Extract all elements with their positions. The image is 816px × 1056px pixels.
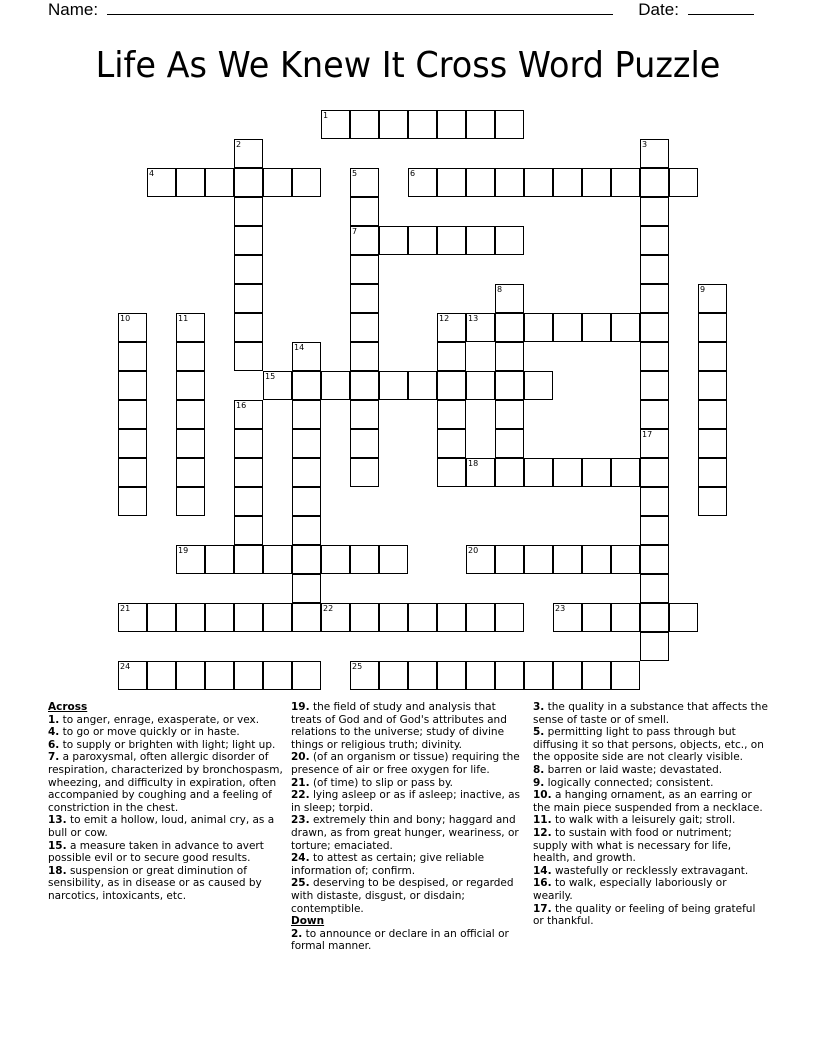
down-clue-list-continued <box>533 701 769 928</box>
grid-cell[interactable] <box>553 603 582 632</box>
clue-number: 16 <box>236 401 247 410</box>
clue-item <box>533 777 769 790</box>
grid-cell[interactable] <box>292 458 321 487</box>
grid-cell[interactable] <box>698 284 727 313</box>
clue-text: to go or move quickly or in haste. <box>59 726 240 739</box>
grid-cell[interactable] <box>437 342 466 371</box>
grid-cell[interactable] <box>234 226 263 255</box>
grid-cell[interactable] <box>698 313 727 342</box>
clue-item <box>291 701 527 751</box>
clue-item <box>48 726 284 739</box>
grid-cell[interactable] <box>553 545 582 574</box>
grid-cell[interactable] <box>611 603 640 632</box>
grid-cell[interactable] <box>176 168 205 197</box>
grid-cell[interactable] <box>292 516 321 545</box>
date-label: Date: <box>638 0 679 19</box>
grid-cell[interactable] <box>118 371 147 400</box>
clue-number: 20 <box>468 546 479 555</box>
clue-number: 1 <box>323 111 329 120</box>
grid-cell[interactable] <box>234 400 263 429</box>
grid-cell[interactable] <box>292 371 321 400</box>
clue-number: 10 <box>120 314 131 323</box>
clue-text: to sustain with food or nutriment; supply with what is necessary for life, health, and growth. <box>533 826 732 865</box>
clue-number-label: 15. <box>48 839 67 852</box>
grid-cell[interactable] <box>234 342 263 371</box>
grid-cell[interactable] <box>350 371 379 400</box>
grid-cell[interactable] <box>495 661 524 690</box>
clue-text: extremely thin and bony; haggard and drawn, as from great hunger, weariness, or torture; emaciated. <box>291 814 519 852</box>
grid-cell[interactable] <box>118 429 147 458</box>
grid-cell[interactable] <box>466 371 495 400</box>
clue-number: 15 <box>265 372 276 381</box>
grid-cell[interactable] <box>350 458 379 487</box>
grid-cell[interactable] <box>640 197 669 226</box>
grid-cell[interactable] <box>495 603 524 632</box>
grid-cell[interactable] <box>495 400 524 429</box>
grid-cell[interactable] <box>466 603 495 632</box>
grid-cell[interactable] <box>640 313 669 342</box>
clue-text: to walk with a leisurely gait; stroll. <box>551 814 736 827</box>
grid-cell[interactable] <box>292 400 321 429</box>
clue-text: to walk, especially laboriously or wearily. <box>533 877 727 902</box>
clue-text: the quality in a substance that affects the sense of taste or of smell. <box>533 701 768 726</box>
grid-cell[interactable] <box>234 661 263 690</box>
grid-cell[interactable] <box>524 661 553 690</box>
clue-text: wastefully or recklessly extravagant. <box>551 864 749 877</box>
grid-cell[interactable] <box>466 313 495 342</box>
grid-cell[interactable] <box>640 139 669 168</box>
grid-cell[interactable] <box>147 661 176 690</box>
clue-number-label: 17. <box>533 902 552 915</box>
grid-cell[interactable] <box>553 661 582 690</box>
clue-text: to emit a hollow, loud, animal cry, as a bull or cow. <box>48 814 275 839</box>
grid-cell[interactable] <box>698 400 727 429</box>
grid-cell[interactable] <box>437 429 466 458</box>
grid-cell[interactable] <box>698 371 727 400</box>
clue-item <box>48 714 284 727</box>
grid-cell[interactable] <box>147 168 176 197</box>
grid-cell[interactable] <box>350 429 379 458</box>
grid-cell[interactable] <box>553 168 582 197</box>
clue-text: a hanging ornament, as an earring or the main piece suspended from a necklace. <box>533 789 763 814</box>
clue-item <box>291 751 527 776</box>
clue-text: barren or laid waste; devastated. <box>544 763 723 776</box>
grid-cell[interactable] <box>437 458 466 487</box>
grid-cell[interactable] <box>437 371 466 400</box>
grid-cell[interactable] <box>553 458 582 487</box>
grid-cell[interactable] <box>669 603 698 632</box>
clue-text: permitting light to pass through but diffusing it so that persons, objects, etc., on the opposite side are not clearly visible. <box>533 726 764 764</box>
grid-cell[interactable] <box>611 545 640 574</box>
grid-cell[interactable] <box>524 371 553 400</box>
grid-cell[interactable] <box>524 313 553 342</box>
grid-cell[interactable] <box>379 661 408 690</box>
clue-item <box>533 764 769 777</box>
clue-number-label: 12. <box>533 826 552 839</box>
clue-number: 5 <box>352 169 358 178</box>
grid-cell[interactable] <box>147 603 176 632</box>
grid-cell[interactable] <box>205 661 234 690</box>
clue-number-label: 1. <box>48 713 60 726</box>
clue-number: 25 <box>352 662 363 671</box>
grid-cell[interactable] <box>495 429 524 458</box>
clue-item <box>291 877 527 915</box>
clue-text: the field of study and analysis that treats of God and of God's attributes and relations to the universe; study of divine things or religious truth; divinity. <box>291 701 507 751</box>
clue-text: logically connected; consistent. <box>544 776 714 789</box>
grid-cell[interactable] <box>118 400 147 429</box>
grid-cell[interactable] <box>263 661 292 690</box>
grid-cell[interactable] <box>176 400 205 429</box>
clue-text: a paroxysmal, often allergic disorder of respiration, characterized by bronchospasm, wheezing, and difficulty in expiration, often accompanied by coughing and a feeling of constriction in the chest. <box>48 751 283 814</box>
grid-cell[interactable] <box>234 168 263 197</box>
grid-cell[interactable] <box>118 342 147 371</box>
clue-item <box>533 814 769 827</box>
grid-cell[interactable] <box>611 661 640 690</box>
grid-cell[interactable] <box>292 168 321 197</box>
grid-cell[interactable] <box>176 458 205 487</box>
grid-cell[interactable] <box>582 313 611 342</box>
grid-cell[interactable] <box>669 168 698 197</box>
clue-number-label: 20. <box>291 751 310 764</box>
grid-cell[interactable] <box>263 371 292 400</box>
grid-cell[interactable] <box>234 516 263 545</box>
grid-cell[interactable] <box>321 371 350 400</box>
clue-number-label: 6. <box>48 738 60 751</box>
clue-item <box>291 852 527 877</box>
clue-text: (of an organism or tissue) requiring the presence of air or free oxygen for life. <box>291 751 520 776</box>
clue-text: lying asleep or as if asleep; inactive, as in sleep; torpid. <box>291 789 521 814</box>
grid-cell[interactable] <box>495 284 524 313</box>
clue-item <box>48 865 284 903</box>
grid-cell[interactable] <box>321 603 350 632</box>
clue-number: 14 <box>294 343 305 352</box>
clue-number-label: 10. <box>533 789 552 802</box>
grid-cell[interactable] <box>350 313 379 342</box>
clue-number-label: 16. <box>533 877 552 890</box>
clue-number: 21 <box>120 604 131 613</box>
grid-cell[interactable] <box>437 400 466 429</box>
grid-cell[interactable] <box>408 371 437 400</box>
clue-number-label: 2. <box>291 927 303 940</box>
clue-number-label: 18. <box>48 864 67 877</box>
grid-cell[interactable] <box>437 168 466 197</box>
grid-cell[interactable] <box>640 487 669 516</box>
grid-cell[interactable] <box>495 110 524 139</box>
clue-item <box>533 726 769 764</box>
grid-cell[interactable] <box>466 545 495 574</box>
grid-cell[interactable] <box>234 139 263 168</box>
grid-cell[interactable] <box>118 603 147 632</box>
grid-cell[interactable] <box>553 313 582 342</box>
clue-number: 6 <box>410 169 416 178</box>
clue-number-label: 9. <box>533 776 545 789</box>
clue-item <box>533 701 769 726</box>
clue-number: 18 <box>468 459 479 468</box>
clue-number-label: 25. <box>291 877 310 890</box>
clue-item <box>48 751 284 814</box>
clue-text: to supply or brighten with light; light up. <box>59 738 276 751</box>
clue-number: 11 <box>178 314 189 323</box>
grid-cell[interactable] <box>118 458 147 487</box>
grid-cell[interactable] <box>350 168 379 197</box>
clue-item <box>48 814 284 839</box>
across-heading: Across <box>48 701 88 713</box>
clue-item <box>291 814 527 852</box>
grid-cell[interactable] <box>350 603 379 632</box>
clue-number-label: 4. <box>48 726 60 739</box>
clue-number-label: 19. <box>291 701 310 713</box>
clue-number-label: 24. <box>291 852 310 865</box>
grid-cell[interactable] <box>698 487 727 516</box>
clue-number: 2 <box>236 140 242 149</box>
across-clue-list-continued <box>291 701 527 915</box>
clue-number-label: 7. <box>48 751 60 764</box>
grid-cell[interactable] <box>640 458 669 487</box>
grid-cell[interactable] <box>292 429 321 458</box>
clue-item <box>533 877 769 902</box>
grid-cell[interactable] <box>698 342 727 371</box>
clue-number-label: 23. <box>291 814 310 827</box>
grid-cell[interactable] <box>408 603 437 632</box>
grid-cell[interactable] <box>350 400 379 429</box>
grid-cell[interactable] <box>234 487 263 516</box>
name-label: Name: <box>48 0 99 19</box>
clue-number: 13 <box>468 314 479 323</box>
grid-cell[interactable] <box>379 226 408 255</box>
clue-text: to attest as certain; give reliable information of; confirm. <box>291 852 485 877</box>
grid-cell[interactable] <box>611 458 640 487</box>
grid-cell[interactable] <box>350 226 379 255</box>
clue-item <box>291 789 527 814</box>
grid-cell[interactable] <box>205 545 234 574</box>
grid-cell[interactable] <box>350 661 379 690</box>
grid-cell[interactable] <box>495 226 524 255</box>
clue-number-label: 8. <box>533 763 545 776</box>
clue-number: 17 <box>642 430 653 439</box>
grid-cell[interactable] <box>176 313 205 342</box>
grid-cell[interactable] <box>408 226 437 255</box>
grid-cell[interactable] <box>350 197 379 226</box>
grid-cell[interactable] <box>292 603 321 632</box>
grid-cell[interactable] <box>524 458 553 487</box>
clue-number-label: 3. <box>533 701 545 713</box>
grid-cell[interactable] <box>234 458 263 487</box>
grid-cell[interactable] <box>640 284 669 313</box>
grid-cell[interactable] <box>176 487 205 516</box>
grid-cell[interactable] <box>466 110 495 139</box>
grid-cell[interactable] <box>118 661 147 690</box>
grid-cell[interactable] <box>495 545 524 574</box>
grid-cell[interactable] <box>698 429 727 458</box>
grid-cell[interactable] <box>640 516 669 545</box>
grid-cell[interactable] <box>640 400 669 429</box>
grid-cell[interactable] <box>292 574 321 603</box>
grid-cell[interactable] <box>379 603 408 632</box>
grid-cell[interactable] <box>263 168 292 197</box>
clue-number: 3 <box>642 140 648 149</box>
down-heading: Down <box>291 915 325 928</box>
clue-number: 4 <box>149 169 155 178</box>
grid-cell[interactable] <box>176 371 205 400</box>
grid-cell[interactable] <box>379 371 408 400</box>
grid-cell[interactable] <box>350 284 379 313</box>
clue-item <box>533 903 769 928</box>
grid-cell[interactable] <box>234 313 263 342</box>
grid-cell[interactable] <box>495 458 524 487</box>
grid-cell[interactable] <box>640 574 669 603</box>
down-clue-list <box>291 928 527 953</box>
clue-item <box>533 789 769 814</box>
grid-cell[interactable] <box>437 603 466 632</box>
page-title: Life As We Knew It Cross Word Puzzle <box>95 45 721 86</box>
grid-cell[interactable] <box>408 110 437 139</box>
grid-cell[interactable] <box>495 168 524 197</box>
grid-cell[interactable] <box>640 429 669 458</box>
clue-item <box>291 777 527 790</box>
grid-cell[interactable] <box>176 342 205 371</box>
grid-cell[interactable] <box>437 226 466 255</box>
clue-text: to announce or declare in an official or formal manner. <box>291 927 509 953</box>
grid-cell[interactable] <box>118 487 147 516</box>
grid-cell[interactable] <box>408 661 437 690</box>
grid-cell[interactable] <box>321 110 350 139</box>
grid-cell[interactable] <box>350 110 379 139</box>
grid-cell[interactable] <box>205 603 234 632</box>
grid-cell[interactable] <box>379 110 408 139</box>
grid-cell[interactable] <box>292 487 321 516</box>
grid-cell[interactable] <box>263 603 292 632</box>
grid-cell[interactable] <box>524 545 553 574</box>
clue-number: 19 <box>178 546 189 555</box>
clue-number: 7 <box>352 227 358 236</box>
grid-cell[interactable] <box>234 255 263 284</box>
grid-cell[interactable] <box>466 661 495 690</box>
grid-cell[interactable] <box>466 458 495 487</box>
grid-cell[interactable] <box>234 197 263 226</box>
grid-cell[interactable] <box>524 168 553 197</box>
grid-cell[interactable] <box>234 429 263 458</box>
grid-cell[interactable] <box>640 168 669 197</box>
clue-text: (of time) to slip or pass by. <box>309 776 454 789</box>
clue-item <box>291 928 527 953</box>
clue-number-label: 5. <box>533 726 545 739</box>
grid-cell[interactable] <box>118 313 147 342</box>
clue-number-label: 21. <box>291 776 310 789</box>
grid-cell[interactable] <box>640 255 669 284</box>
clue-text: suspension or great diminution of sensibility, as in disease or as caused by narcotics, intoxicants, etc. <box>48 864 262 902</box>
clues-column-2 <box>291 701 527 953</box>
grid-cell[interactable] <box>437 313 466 342</box>
grid-cell[interactable] <box>176 661 205 690</box>
grid-cell[interactable] <box>640 603 669 632</box>
grid-cell[interactable] <box>350 342 379 371</box>
grid-cell[interactable] <box>582 545 611 574</box>
clue-number-label: 22. <box>291 789 310 802</box>
clue-number: 12 <box>439 314 450 323</box>
grid-cell[interactable] <box>495 371 524 400</box>
grid-cell[interactable] <box>176 603 205 632</box>
grid-cell[interactable] <box>466 168 495 197</box>
grid-cell[interactable] <box>176 545 205 574</box>
grid-cell[interactable] <box>611 313 640 342</box>
clue-item <box>48 739 284 752</box>
grid-cell[interactable] <box>611 168 640 197</box>
grid-cell[interactable] <box>205 168 234 197</box>
grid-cell[interactable] <box>640 632 669 661</box>
grid-cell[interactable] <box>640 226 669 255</box>
grid-cell[interactable] <box>582 458 611 487</box>
grid-cell[interactable] <box>582 661 611 690</box>
clue-item <box>533 865 769 878</box>
grid-cell[interactable] <box>495 342 524 371</box>
clue-number-label: 14. <box>533 864 552 877</box>
clue-number-label: 11. <box>533 814 552 827</box>
grid-cell[interactable] <box>292 661 321 690</box>
clue-number-label: 13. <box>48 814 67 827</box>
across-clue-list <box>48 714 284 903</box>
grid-cell[interactable] <box>176 429 205 458</box>
grid-cell[interactable] <box>437 661 466 690</box>
grid-cell[interactable] <box>582 168 611 197</box>
clue-text: a measure taken in advance to avert possible evil or to secure good results. <box>48 839 264 865</box>
grid-cell[interactable] <box>582 603 611 632</box>
clue-text: deserving to be despised, or regarded with distaste, disgust, or disdain; contemptible. <box>291 877 514 915</box>
clue-number: 8 <box>497 285 503 294</box>
grid-cell[interactable] <box>495 313 524 342</box>
grid-cell[interactable] <box>698 458 727 487</box>
grid-cell[interactable] <box>350 545 379 574</box>
clue-item <box>48 840 284 865</box>
grid-cell[interactable] <box>234 545 263 574</box>
grid-cell[interactable] <box>408 168 437 197</box>
grid-cell[interactable] <box>640 342 669 371</box>
clues-column-1 <box>48 701 284 903</box>
clue-text: the quality or feeling of being grateful or thankful. <box>533 902 756 928</box>
clue-number: 24 <box>120 662 131 671</box>
grid-cell[interactable] <box>263 545 292 574</box>
grid-cell[interactable] <box>379 545 408 574</box>
grid-cell[interactable] <box>640 371 669 400</box>
clues-column-3 <box>533 701 769 928</box>
grid-cell[interactable] <box>321 545 350 574</box>
clue-number: 9 <box>700 285 706 294</box>
grid-cell[interactable] <box>234 284 263 313</box>
clue-number: 23 <box>555 604 566 613</box>
grid-cell[interactable] <box>292 342 321 371</box>
grid-cell[interactable] <box>234 603 263 632</box>
clue-number: 22 <box>323 604 334 613</box>
grid-cell[interactable] <box>640 545 669 574</box>
grid-cell[interactable] <box>437 110 466 139</box>
grid-cell[interactable] <box>350 255 379 284</box>
clue-text: to anger, enrage, exasperate, or vex. <box>59 713 260 726</box>
grid-cell[interactable] <box>292 545 321 574</box>
grid-cell[interactable] <box>466 226 495 255</box>
clue-item <box>533 827 769 865</box>
